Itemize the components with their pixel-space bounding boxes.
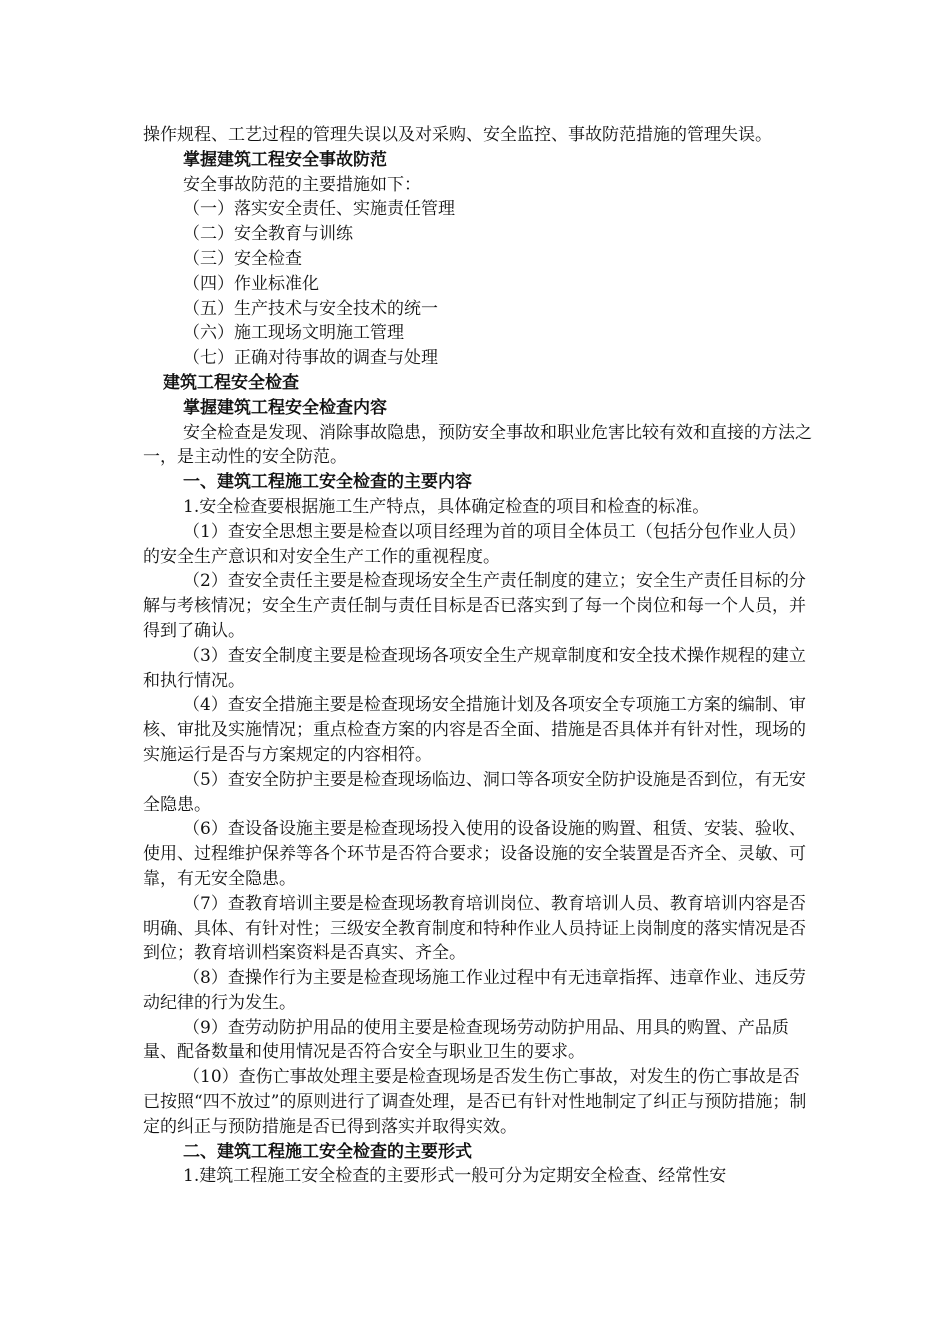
list-item: （5）查安全防护主要是检查现场临边、洞口等各项安全防护设施是否到位，有无安全隐患。 [143, 769, 806, 815]
list-item: （三）安全检查 [183, 248, 302, 269]
list-item: （7）查教育培训主要是检查现场教育培训岗位、教育培训人员、教育培训内容是否明确、具体、有针对性；三级安全教育制度和特种作业人员持证上岗制度的落实情况是否到位；教育培训档案资料是否真实、齐全。 [143, 893, 806, 964]
list-item: （1）查安全思想主要是检查以项目经理为首的项目全体员工（包括分包作业人员）的安全生产意识和对安全生产工作的重视程度。 [143, 521, 806, 567]
list-item: （2）查安全责任主要是检查现场安全生产责任制度的建立；安全生产责任目标的分解与考核情况；安全生产责任制与责任目标是否已落实到了每一个岗位和每一个人员，并得到了确认。 [143, 571, 806, 641]
list-item: （六）施工现场文明施工管理 [183, 323, 404, 344]
list-item: （4）查安全措施主要是检查现场安全措施计划及各项安全专项施工方案的编制、审核、审批及实施情况；重点检查方案的内容是否全面、措施是否具体并有针对性，现场的实施运行是否与方案规定的内容相符。 [143, 695, 806, 765]
list-item: （9）查劳动防护用品的使用主要是检查现场劳动防护用品、用具的购置、产品质量、配备数量和使用情况是否符合安全与职业卫生的要求。 [143, 1017, 789, 1063]
chapter-heading: 建筑工程安全检查 [163, 372, 299, 393]
list-item: （二）安全教育与训练 [183, 224, 353, 245]
section-heading: 一、建筑工程施工安全检查的主要内容 [183, 472, 472, 493]
paragraph: 安全事故防范的主要措施如下： [183, 174, 421, 195]
list-item: （3）查安全制度主要是检查现场各项安全生产规章制度和安全技术操作规程的建立和执行情况。 [143, 645, 806, 691]
paragraph: 1.建筑工程施工安全检查的主要形式一般可分为定期安全检查、经常性安 [183, 1166, 727, 1187]
list-item: （四）作业标准化 [183, 273, 319, 294]
list-item: （10）查伤亡事故处理主要是检查现场是否发生伤亡事故，对发生的伤亡事故是否已按照“四不放过”的原则进行了调查处理，是否已有针对性地制定了纠正与预防措施；制定的纠正与预防措施是否已得到落实并取得实效。 [143, 1067, 807, 1137]
section-heading: 掌握建筑工程安全检查内容 [183, 397, 387, 418]
list-item: （6）查设备设施主要是检查现场投入使用的设备设施的购置、租赁、安装、验收、使用、过程维护保养等各个环节是否符合要求；设备设施的安全装置是否齐全、灵敏、可靠，有无安全隐患。 [143, 819, 806, 889]
section-heading: 掌握建筑工程安全事故防范 [183, 149, 387, 170]
document-body [143, 123, 815, 1189]
paragraph: 操作规程、工艺过程的管理失误以及对采购、安全监控、事故防范措施的管理失误。 [143, 125, 772, 145]
list-item: （五）生产技术与安全技术的统一 [183, 298, 438, 319]
list-item: （一）落实安全责任、实施责任管理 [183, 199, 455, 220]
list-item: （8）查操作行为主要是检查现场施工作业过程中有无违章指挥、违章作业、违反劳动纪律的行为发生。 [143, 968, 806, 1013]
paragraph: 1.安全检查要根据施工生产特点，具体确定检查的项目和检查的标准。 [183, 496, 710, 517]
list-item: （七）正确对待事故的调查与处理 [183, 348, 438, 369]
paragraph: 安全检查是发现、消除事故隐患，预防安全事故和职业危害比较有效和直接的方法之一，是主动性的安全防范。 [143, 422, 812, 468]
section-heading: 二、建筑工程施工安全检查的主要形式 [183, 1141, 472, 1162]
